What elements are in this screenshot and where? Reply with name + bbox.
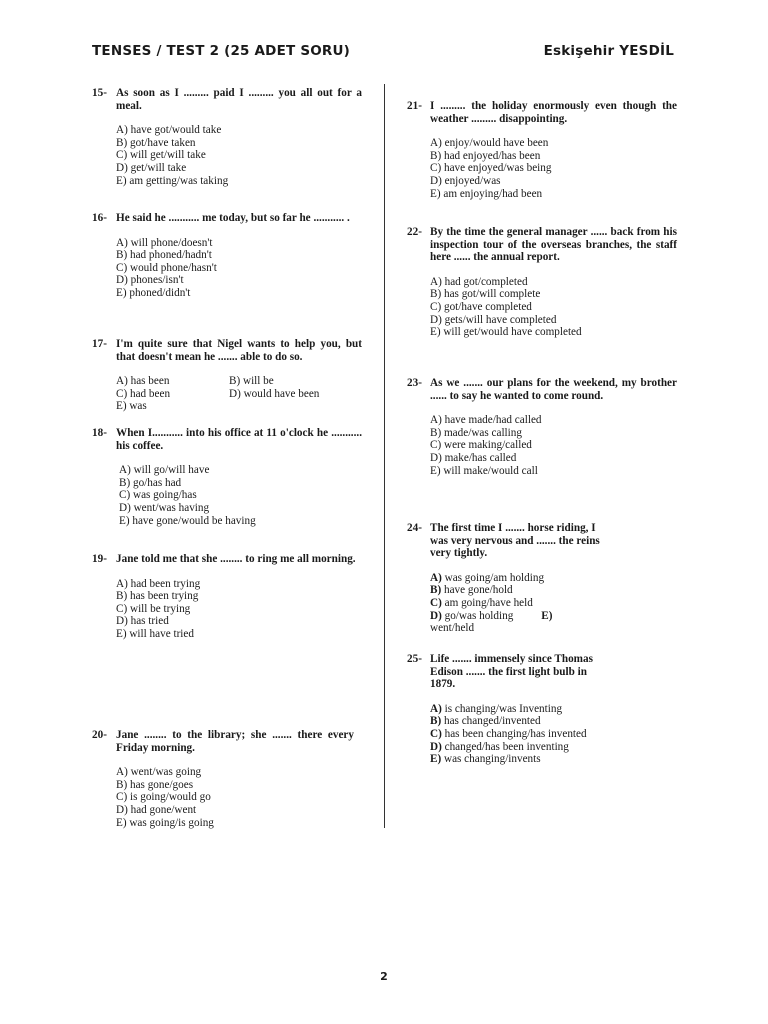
- option-e[interactable]: E) was going/is going: [116, 816, 214, 829]
- question-stem: 15- As soon as I ......... paid I ......... you all out for a meal.: [92, 87, 362, 112]
- option-b[interactable]: B) has got/will complete: [430, 288, 541, 301]
- question-16: [92, 212, 362, 300]
- option-e[interactable]: E) am getting/was taking: [116, 174, 229, 187]
- option-c[interactable]: C) has been changing/has invented: [430, 727, 587, 740]
- options-list: [430, 572, 612, 635]
- option-d[interactable]: D) went/was having: [119, 501, 210, 514]
- option-a[interactable]: A) is changing/was Inventing: [430, 702, 563, 715]
- option-c[interactable]: C) will get/will take: [116, 149, 206, 162]
- test-title: TENSES / TEST 2 (25 ADET SORU): [92, 43, 351, 59]
- option-c[interactable]: C) was going/has: [119, 489, 197, 502]
- options-list: [116, 237, 362, 300]
- question-stem: 18- When I........... into his office at 11 o'clock he ........... his coffee.: [92, 427, 362, 452]
- option-e[interactable]: E) was changing/invents: [430, 753, 541, 766]
- question-19: [92, 553, 362, 641]
- option-b[interactable]: B) had enjoyed/has been: [430, 149, 541, 162]
- option-d[interactable]: D) go/was holding E): [430, 609, 553, 622]
- option-d[interactable]: D) make/has called: [430, 451, 517, 464]
- question-21: [407, 100, 677, 200]
- option-a[interactable]: A) enjoy/would have been: [430, 137, 549, 150]
- option-c[interactable]: C) got/have completed: [430, 300, 532, 313]
- option-d[interactable]: D) would have been: [229, 387, 320, 400]
- option-d[interactable]: D) gets/will have completed: [430, 313, 557, 326]
- option-c[interactable]: C) will be trying: [116, 602, 191, 615]
- option-e[interactable]: E) will get/would have completed: [430, 326, 582, 339]
- option-a[interactable]: A) will go/will have: [119, 464, 210, 477]
- option-c[interactable]: C) is going/would go: [116, 791, 211, 804]
- column-divider: [384, 84, 385, 828]
- options-list: [430, 414, 677, 477]
- option-b[interactable]: B) have gone/hold: [430, 584, 513, 597]
- option-d[interactable]: D) has tried: [116, 615, 169, 628]
- option-b[interactable]: B) will be: [229, 375, 274, 388]
- question-20: [92, 729, 354, 829]
- option-a[interactable]: A) has been: [116, 375, 170, 388]
- option-a[interactable]: A) have got/would take: [116, 124, 222, 137]
- question-stem: 20- Jane ........ to the library; she ....... there every Friday morning.: [92, 729, 354, 754]
- page-number: 2: [380, 970, 388, 983]
- option-c[interactable]: C) would phone/hasn't: [116, 261, 217, 274]
- option-a[interactable]: A) have made/had called: [430, 414, 542, 427]
- option-a[interactable]: A) went/was going: [116, 766, 202, 779]
- options-list: [119, 464, 362, 527]
- options-list: [116, 578, 362, 641]
- option-c[interactable]: C) were making/called: [430, 439, 532, 452]
- options-list: [116, 766, 354, 829]
- options-list: [430, 276, 677, 339]
- option-c[interactable]: C) am going/have held: [430, 596, 533, 609]
- option-b[interactable]: B) has been trying: [116, 590, 199, 603]
- question-25: [407, 653, 607, 766]
- option-e[interactable]: E) phoned/didn't: [116, 286, 191, 299]
- option-b[interactable]: B) got/have taken: [116, 136, 196, 149]
- option-b[interactable]: B) had phoned/hadn't: [116, 249, 212, 262]
- option-c[interactable]: C) had been: [116, 387, 171, 400]
- question-22: [407, 226, 677, 339]
- option-a[interactable]: A) will phone/doesn't: [116, 236, 213, 249]
- question-stem: 23- As we ....... our plans for the weekend, my brother ...... to say he wanted to come round.: [407, 377, 677, 402]
- options-list: [430, 703, 607, 766]
- option-e[interactable]: E) have gone/would be having: [119, 514, 256, 527]
- question-stem: 22- By the time the general manager ...... back from his inspection tour of the overseas branches, the staff here ...... the annual report.: [407, 226, 677, 264]
- option-e[interactable]: E) was: [116, 400, 147, 413]
- question-stem: 25- Life ....... immensely since Thomas Edison ....... the first light bulb in 1879.: [407, 653, 593, 691]
- options-list: [116, 124, 362, 187]
- question-15: [92, 87, 362, 187]
- option-e[interactable]: E) will make/would call: [430, 464, 538, 477]
- question-24: [407, 522, 612, 635]
- option-e[interactable]: went/held: [430, 622, 475, 635]
- question-stem: 17- I'm quite sure that Nigel wants to help you, but that doesn't mean he ....... able to do so.: [92, 338, 362, 363]
- publisher-name: Eskişehir YESDİL: [543, 43, 674, 59]
- option-e[interactable]: E) will have tried: [116, 627, 194, 640]
- option-d[interactable]: D) changed/has been inventing: [430, 740, 569, 753]
- options-list: [430, 137, 677, 200]
- question-stem: 21- I ......... the holiday enormously even though the weather ......... disappointing.: [407, 100, 677, 125]
- question-stem: 16- He said he ........... me today, but so far he ........... .: [92, 212, 350, 224]
- option-b[interactable]: B) has changed/invented: [430, 715, 541, 728]
- option-c[interactable]: C) have enjoyed/was being: [430, 162, 552, 175]
- option-b[interactable]: B) has gone/goes: [116, 778, 194, 791]
- question-17: [92, 338, 362, 413]
- option-b[interactable]: B) go/has had: [119, 476, 182, 489]
- option-d[interactable]: D) get/will take: [116, 161, 187, 174]
- question-23: [407, 377, 677, 477]
- question-stem: 19- Jane told me that she ........ to ring me all morning.: [92, 553, 356, 565]
- option-b[interactable]: B) made/was calling: [430, 426, 522, 439]
- option-a[interactable]: A) had got/completed: [430, 275, 528, 288]
- option-e[interactable]: E) am enjoying/had been: [430, 187, 543, 200]
- option-d[interactable]: D) had gone/went: [116, 803, 197, 816]
- option-a[interactable]: A) had been trying: [116, 577, 201, 590]
- option-e-label: E): [541, 609, 553, 622]
- question-stem: 24- The first time I ....... horse riding, I was very nervous and ....... the reins very tightly.: [407, 522, 600, 560]
- option-d[interactable]: D) phones/isn't: [116, 274, 184, 287]
- option-a[interactable]: A) was going/am holding: [430, 571, 545, 584]
- question-18: [92, 427, 362, 527]
- options-list: [116, 375, 362, 413]
- option-d[interactable]: D) enjoyed/was: [430, 174, 501, 187]
